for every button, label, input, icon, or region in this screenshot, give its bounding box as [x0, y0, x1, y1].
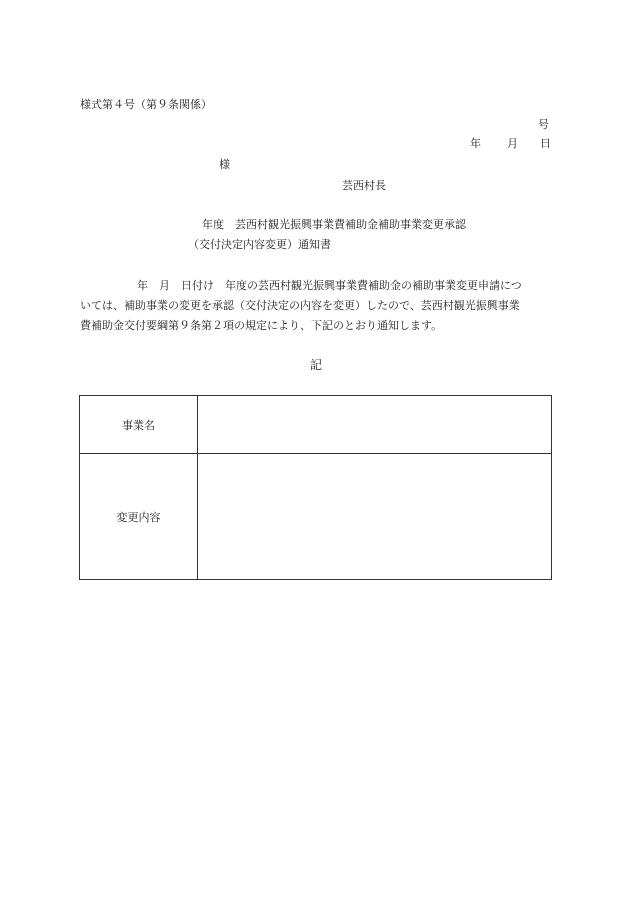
- project-name-value: [198, 396, 552, 454]
- date-year-label: 年: [470, 137, 481, 150]
- notice-body-line1: 年 月 日付け 年度の芸西村観光振興事業費補助金の補助事業変更申請につ: [137, 279, 522, 292]
- date-month-label: 月: [507, 137, 518, 150]
- sender-name: 芸西村長: [342, 179, 386, 192]
- ki-heading: 記: [310, 358, 323, 372]
- recipient-honorific: 様: [219, 158, 230, 171]
- document-title-line1: 年度 芸西村観光振興事業費補助金補助事業変更承認: [202, 218, 466, 231]
- change-details-value: [198, 454, 552, 580]
- document-title-line2: （交付決定内容変更）通知書: [188, 238, 331, 251]
- table-row-change-details: [80, 454, 552, 580]
- change-details-label: 変更内容: [80, 454, 198, 580]
- form-label: 様式第４号（第９条関係）: [80, 98, 212, 111]
- details-table: [79, 395, 552, 580]
- project-name-label: 事業名: [80, 396, 198, 454]
- notice-body: [80, 276, 555, 336]
- date-day-label: 日: [540, 137, 551, 150]
- notice-body-line2: いては、補助事業の変更を承認（交付決定の内容を変更）したので、芸西村観光振興事業: [80, 299, 520, 312]
- table-row-project-name: [80, 396, 552, 454]
- notice-body-line3: 費補助金交付要綱第９条第２項の規定により、下記のとおり通知します。: [80, 319, 443, 332]
- document-number-label: 号: [538, 118, 549, 131]
